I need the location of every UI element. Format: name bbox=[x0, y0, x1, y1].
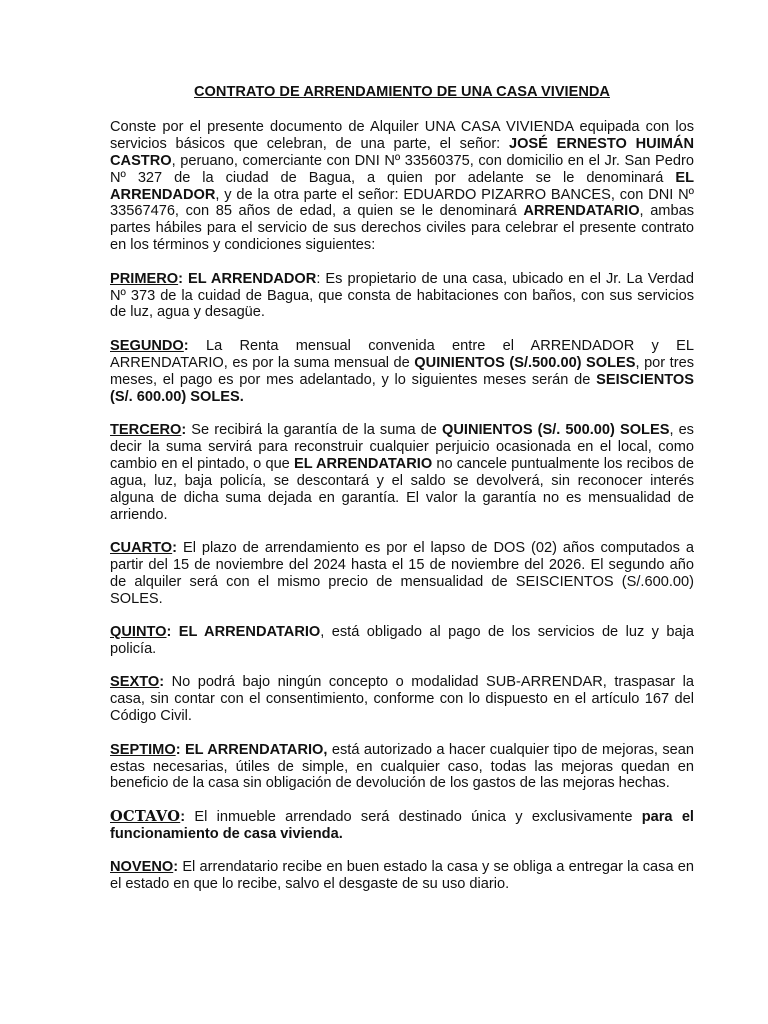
clause-segundo-bold-2: SEISCIENTOS (S/. 600.00) SOLES. bbox=[110, 371, 694, 405]
clause-octavo-colon: : bbox=[180, 808, 195, 825]
clause-tercero-text-2: , es decir la suma servirá para reconstruir cualquier perjuicio ocasionada en el local, como cambio en el pintado, o que bbox=[110, 422, 694, 472]
clause-cuarto-text-1: El plazo de arrendamiento es por el lapso de DOS (02) años computados a partir del 15 de noviembre del 2024 hasta el 15 de noviembre del 2026. El segundo año de alquiler será con el mismo precio de mensualidad de SEISCIENTOS (S/.600.00) SOLES. bbox=[110, 539, 694, 607]
intro-text-2: , peruano, comerciante con DNI Nº 33560375, con domicilio en el Jr. San Pedro Nº 327 de la ciudad de Bagua, a quien por adelante se le denominará bbox=[110, 152, 694, 186]
clause-quinto-text-1: , está obligado al pago de los servicios de luz y baja policía. bbox=[110, 624, 694, 657]
clause-octavo-bold-1: para el funcionamiento de casa vivienda. bbox=[110, 808, 694, 842]
clause-cuarto-colon: : bbox=[172, 539, 183, 556]
clause-segundo-colon: : bbox=[183, 337, 206, 354]
clause-primero-text-1: : Es propietario de una casa, ubicado en el Jr. La Verdad Nº 373 de la cuidad de Bagua, que consta de habitaciones con baños, con sus servicios de luz, agua y desagüe. bbox=[110, 270, 694, 321]
clause-noveno-colon: : bbox=[173, 859, 183, 876]
landlord-label: EL ARRENDADOR bbox=[110, 169, 694, 203]
clause-segundo-heading: SEGUNDO bbox=[110, 337, 184, 354]
clause-octavo-heading: OCTAVO bbox=[110, 807, 181, 825]
intro-text-1: Conste por el presente documento de Alquiler UNA CASA VIVIENDA equipada con los servicios básicos que celebran, de una parte, el señor: bbox=[110, 118, 694, 152]
clause-octavo bbox=[110, 809, 694, 843]
clause-quinto bbox=[110, 624, 694, 658]
clause-tercero-heading: TERCERO bbox=[110, 422, 182, 438]
clause-sexto-colon: : bbox=[159, 674, 172, 691]
document-page bbox=[110, 84, 694, 909]
clause-tercero-colon: : bbox=[181, 422, 192, 438]
clause-septimo-bold-1: EL ARRENDATARIO, bbox=[184, 741, 328, 758]
clause-primero-heading: PRIMERO bbox=[110, 270, 179, 287]
clause-septimo-text-1: está autorizado a hacer cualquier tipo de mejoras, sean estas necesarias, útiles de simple, en cualquier caso, todas las mejoras quedan en beneficio de la casa sin obligación de devolución de los gastos de las mejoras hechas. bbox=[110, 741, 694, 792]
clause-septimo-colon: : bbox=[175, 741, 185, 758]
clause-noveno-heading: NOVENO bbox=[110, 859, 174, 876]
intro-text-3: , y de la otra parte el señor: EDUARDO PIZARRO BANCES, con DNI Nº 33567476, con 85 años de edad, a quien se le denominará bbox=[110, 186, 694, 220]
clause-cuarto bbox=[110, 540, 694, 608]
clause-segundo-text-1: La Renta mensual convenida entre el ARRENDADOR y EL ARRENDATARIO, es por la suma mensual de bbox=[110, 337, 695, 371]
clause-quinto-bold-1: EL ARRENDATARIO bbox=[178, 624, 321, 641]
clause-octavo-text-1: El inmueble arrendado será destinado única y exclusivamente bbox=[194, 808, 642, 825]
clause-primero bbox=[110, 271, 694, 322]
clause-quinto-colon: : bbox=[166, 624, 179, 641]
clause-sexto-heading: SEXTO bbox=[110, 674, 160, 691]
clause-noveno-text-1: El arrendatario recibe en buen estado la casa y se obliga a entregar la casa en el estado en que lo recibe, salvo el desgaste de su uso diario. bbox=[110, 859, 694, 893]
clause-tercero-bold-1: QUINIENTOS (S/. 500.00) SOLES bbox=[442, 422, 670, 438]
clause-tercero bbox=[110, 422, 694, 523]
clause-septimo-heading: SEPTIMO bbox=[110, 741, 176, 758]
document-title: CONTRATO DE ARRENDAMIENTO DE UNA CASA VIVIENDA bbox=[194, 84, 610, 100]
clause-tercero-text-3: no cancele puntualmente los recibos de agua, luz, baja policía, se descontará y el saldo se devolverá, sin reconocer interés alguna de dicha suma dejada en garantía. El valor la garantía no es mensualidad de arriendo. bbox=[110, 455, 694, 523]
clause-tercero-bold-2: EL ARRENDATARIO bbox=[293, 455, 433, 472]
clause-sexto bbox=[110, 674, 694, 725]
clause-quinto-heading: QUINTO bbox=[110, 624, 167, 641]
clause-segundo-text-2: , por tres meses, el pago es por mes adelantado, y lo siguientes meses serán de bbox=[110, 354, 694, 388]
clause-tercero-text-1: Se recibirá la garantía de la suma de bbox=[191, 422, 442, 438]
clause-segundo bbox=[110, 338, 694, 406]
clause-noveno bbox=[110, 859, 694, 893]
intro-paragraph bbox=[110, 119, 694, 254]
clause-primero-bold-1: EL ARRENDADOR bbox=[188, 270, 317, 287]
clause-primero-colon: : bbox=[178, 270, 189, 287]
tenant-label: ARRENDATARIO bbox=[523, 203, 640, 220]
clause-sexto-text-1: No podrá bajo ningún concepto o modalidad SUB-ARRENDAR, traspasar la casa, sin contar con el consentimiento, conforme con lo dispuesto en el artículo 167 del Código Civil. bbox=[110, 674, 694, 725]
clause-cuarto-heading: CUARTO bbox=[110, 539, 173, 556]
clause-segundo-bold-1: QUINIENTOS (S/.500.00) SOLES bbox=[414, 354, 636, 371]
landlord-name: JOSÉ ERNESTO HUIMÁN CASTRO bbox=[110, 135, 694, 169]
clause-septimo bbox=[110, 742, 694, 793]
intro-text-4: , ambas partes hábiles para el servicio de sus derechos civiles para celebrar el presente contrato en los términos y condiciones siguientes: bbox=[110, 203, 694, 254]
